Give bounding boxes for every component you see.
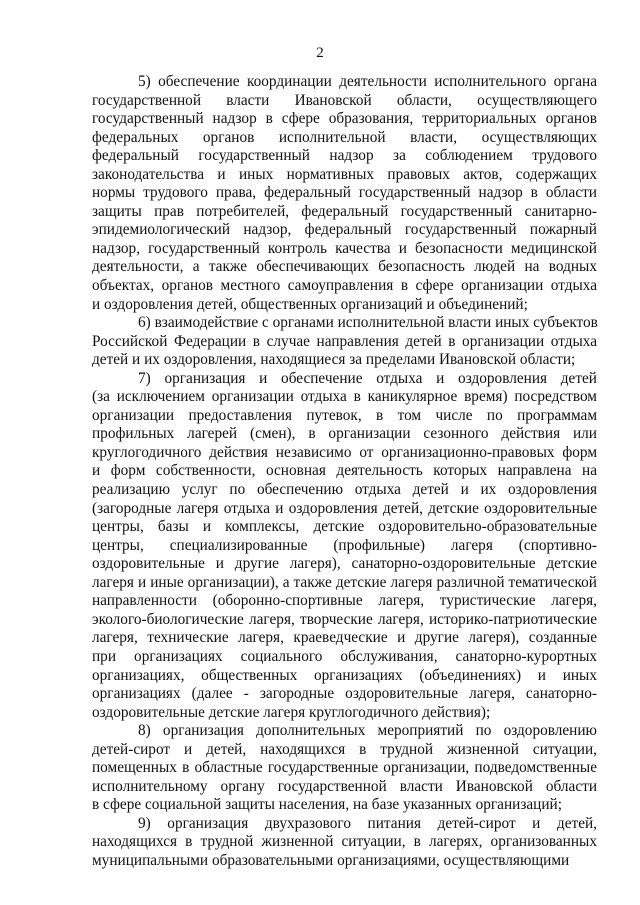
text-line: оздоровительные и другие лагеря), санаторно-оздоровительные детские: [92, 555, 597, 573]
paragraph-item-8: [92, 722, 597, 815]
text-line: круглогодичного действия независимо от организационно-правовых форм: [92, 443, 597, 461]
text-line: 5) обеспечение координации деятельности исполнительного органа: [138, 73, 597, 90]
text-line: профильных лагерей (смен), в организации сезонного действия или: [92, 425, 597, 443]
document-body: [92, 73, 597, 871]
text-line: 9) организация двухразового питания детей-сирот и детей,: [138, 814, 597, 832]
text-line: 7) организация и обеспечение отдыха и оздоровления детей: [138, 369, 597, 387]
text-line: находящихся в трудной жизненной ситуации, в лагерях, организованных: [92, 833, 597, 851]
paragraph-item-5: [92, 73, 597, 314]
text-line: и оздоровления детей, общественных организаций и объединений;: [92, 295, 528, 313]
text-line: государственный надзор в сфере образования, территориальных органов: [92, 110, 597, 128]
text-line: реализацию услуг по обеспечению отдыха детей и их оздоровления: [92, 481, 597, 499]
paragraph-item-9: [92, 815, 597, 871]
text-line: защиты прав потребителей, федеральный государственный санитарно-: [92, 202, 597, 220]
text-line: эпидемиологический надзор, федеральный государственный пожарный: [92, 221, 597, 239]
text-line: муниципальными образовательными организациями, осуществляющими: [92, 851, 570, 869]
text-line: центры, базы и комплексы, детские оздоровительно-образовательные: [92, 518, 597, 536]
text-line: федеральных органов исполнительной власти, осуществляющих: [92, 128, 597, 146]
text-line: центры, специализированные (профильные) лагеря (спортивно-: [92, 536, 597, 554]
text-line: организациях (далее - загородные оздоровительные лагеря, санаторно-: [92, 685, 597, 703]
text-line: эколого-биологические лагеря, творческие лагеря, историко-патриотические: [92, 610, 597, 628]
text-line: деятельности, а также обеспечивающих безопасность людей на водных: [92, 258, 597, 276]
text-line: при организациях социального обслуживания, санаторно-курортных: [92, 647, 597, 665]
text-line: 6) взаимодействие с органами исполнительной власти иных субъектов: [138, 314, 598, 332]
text-line: исполнительному органу государственной власти Ивановской области: [92, 777, 597, 795]
text-line: детей-сирот и детей, находящихся в трудной жизненной ситуации,: [92, 740, 597, 758]
text-line: направленности (оборонно-спортивные лагеря, туристические лагеря,: [92, 592, 597, 610]
text-line: 8) организация дополнительных мероприятий по оздоровлению: [138, 722, 597, 740]
text-line: организациях, общественных организациях (объединениях) и иных: [92, 666, 597, 684]
text-line: законодательства и иных нормативных правовых актов, содержащих: [92, 165, 597, 183]
page-number: 2: [316, 45, 324, 61]
text-line: лагеря, технические лагеря, краеведческие и другие лагеря), созданные: [92, 629, 597, 647]
paragraph-item-6: [92, 314, 597, 370]
text-line: и форм собственности, основная деятельность которых направлена на: [92, 462, 597, 480]
text-line: надзор, государственный контроль качества и безопасности медицинской: [92, 239, 597, 257]
text-line: оздоровительные детские лагеря круглогодичного действия);: [92, 703, 491, 721]
text-line: нормы трудового права, федеральный государственный надзор в области: [92, 184, 597, 202]
text-line: детей и их оздоровления, находящиеся за пределами Ивановской области;: [92, 351, 576, 369]
text-line: государственной власти Ивановской области, осуществляющего: [92, 91, 597, 109]
text-line: организации предоставления путевок, в том числе по программам: [92, 406, 597, 424]
text-line: лагеря и иные организации), а также детские лагеря различной тематической: [92, 573, 597, 591]
text-line: (загородные лагеря отдыха и оздоровления детей, детские оздоровительные: [92, 499, 597, 517]
text-line: помещенных в областные государственные организации, подведомственные: [92, 759, 597, 777]
text-line: объектах, органов местного самоуправления в сфере организации отдыха: [92, 277, 597, 295]
text-line: Российской Федерации в случае направления детей в организации отдыха: [92, 332, 597, 350]
text-line: федеральный государственный надзор за соблюдением трудового: [92, 147, 597, 165]
paragraph-item-7: [92, 370, 597, 722]
text-line: (за исключением организации отдыха в каникулярное время) посредством: [92, 388, 597, 406]
text-line: в сфере социальной защиты населения, на базе указанных организаций;: [92, 796, 562, 814]
